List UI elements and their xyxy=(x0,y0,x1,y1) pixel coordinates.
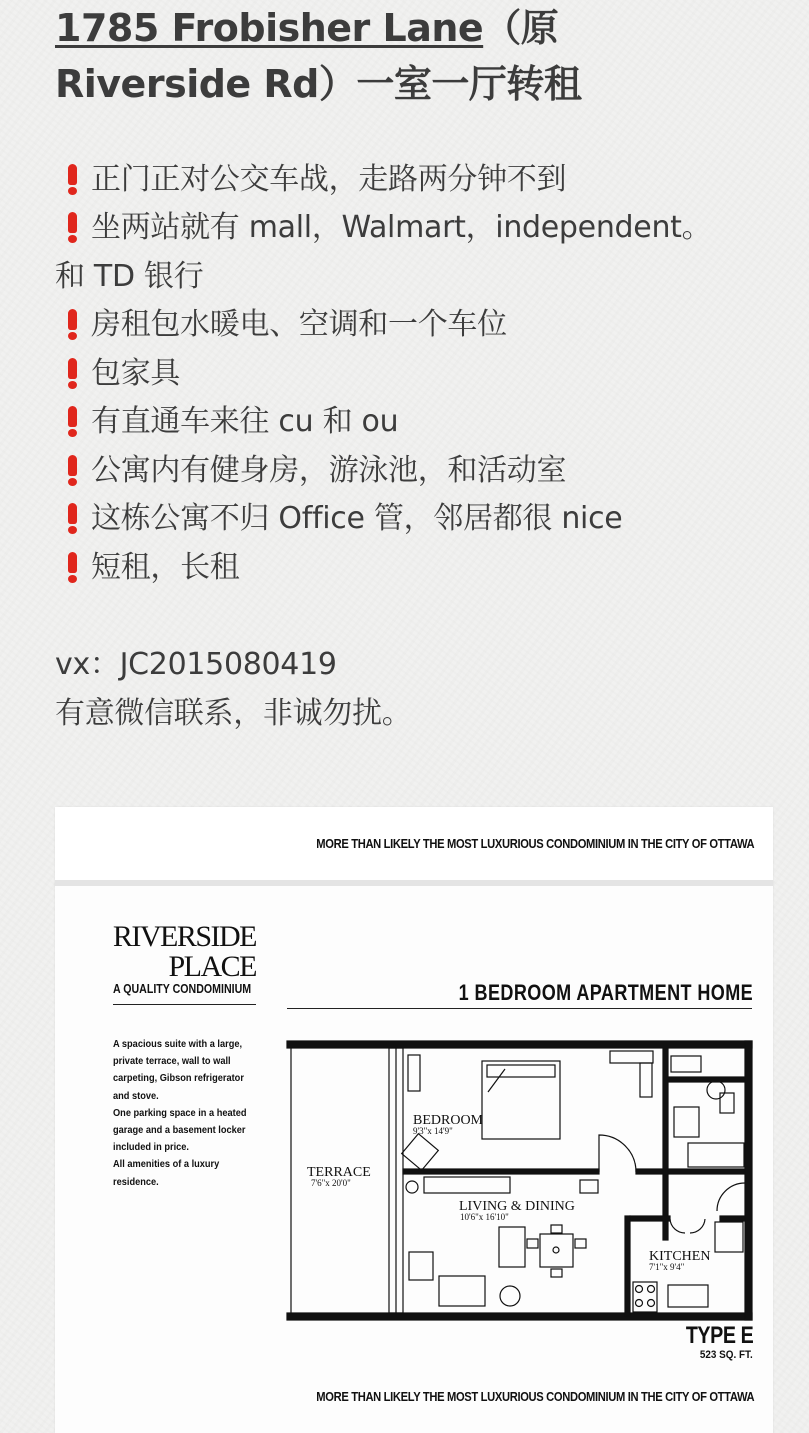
brand-tagline: A QUALITY CONDOMINIUM xyxy=(113,982,252,996)
bullet-item: 坐两站就有 mall，Walmart，independent。 xyxy=(55,208,711,248)
bullet-item: 这栋公寓不归 Office 管，邻居都很 nice xyxy=(55,499,622,539)
brand-place: PLACE xyxy=(168,950,256,983)
room-size-living: 10'6"x 16'10" xyxy=(460,1212,509,1222)
bullet-continuation: 和 TD 银行 xyxy=(55,259,204,294)
description-para: All amenities of a luxury residence. xyxy=(113,1158,220,1188)
floorplan-drawing xyxy=(55,807,773,1433)
unit-type: TYPE E xyxy=(685,1322,753,1349)
red-exclamation-icon xyxy=(65,210,79,242)
room-label-bedroom: BEDROOM xyxy=(413,1113,484,1128)
apartment-title: 1 BEDROOM APARTMENT HOME xyxy=(458,980,753,1005)
red-exclamation-icon xyxy=(65,404,79,436)
room-label-terrace: TERRACE xyxy=(307,1165,371,1180)
contact-note: 有意微信联系，非诚勿扰。 xyxy=(55,696,412,731)
floorplan-tagline-bottom: MORE THAN LIKELY THE MOST LUXURIOUS CONDOMINIUM IN THE CITY OF OTTAWA xyxy=(316,1389,754,1404)
listing-title-line2: Riverside Rd）一室一厅转租 xyxy=(55,62,582,106)
unit-area: 523 SQ. FT. xyxy=(700,1349,753,1361)
room-label-kitchen: KITCHEN xyxy=(649,1249,711,1264)
bullet-item: 有直通车来往 cu 和 ou xyxy=(55,402,398,442)
red-exclamation-icon xyxy=(65,453,79,485)
red-exclamation-icon xyxy=(65,162,79,194)
description-para: A spacious suite with a large, private terrace, wall to wall carpeting, Gibson refrigerator and stove. xyxy=(113,1038,244,1102)
bullet-item: 房租包水暖电、空调和一个车位 xyxy=(55,305,507,345)
listing-title-address: 1785 Frobisher Lane xyxy=(55,6,484,50)
description-para: One parking space in a heated garage and a basement locker included in price. xyxy=(113,1106,247,1154)
room-label-living: LIVING & DINING xyxy=(459,1199,575,1214)
listing-title-paren: （原 xyxy=(483,6,559,50)
red-exclamation-icon xyxy=(65,501,79,533)
contact-wechat[interactable]: vx：JC2015080419 xyxy=(55,647,337,682)
room-size-bedroom: 9'3"x 14'9" xyxy=(413,1126,453,1136)
bullet-item: 正门正对公交车战，走路两分钟不到 xyxy=(55,160,566,200)
bullet-item: 短租，长租 xyxy=(55,548,240,588)
room-size-terrace: 7'6"x 20'0" xyxy=(311,1178,351,1188)
floorplan-tagline-top: MORE THAN LIKELY THE MOST LUXURIOUS CONDOMINIUM IN THE CITY OF OTTAWA xyxy=(316,836,754,851)
brand-riverside: RIVERSIDE xyxy=(112,920,256,953)
red-exclamation-icon xyxy=(65,550,79,582)
room-size-kitchen: 7'1"x 9'4" xyxy=(649,1262,685,1272)
red-exclamation-icon xyxy=(65,356,79,388)
red-exclamation-icon xyxy=(65,307,79,339)
bullet-item: 包家具 xyxy=(55,354,180,394)
listing-title xyxy=(55,0,755,112)
bullet-item: 公寓内有健身房，游泳池，和活动室 xyxy=(55,451,566,491)
